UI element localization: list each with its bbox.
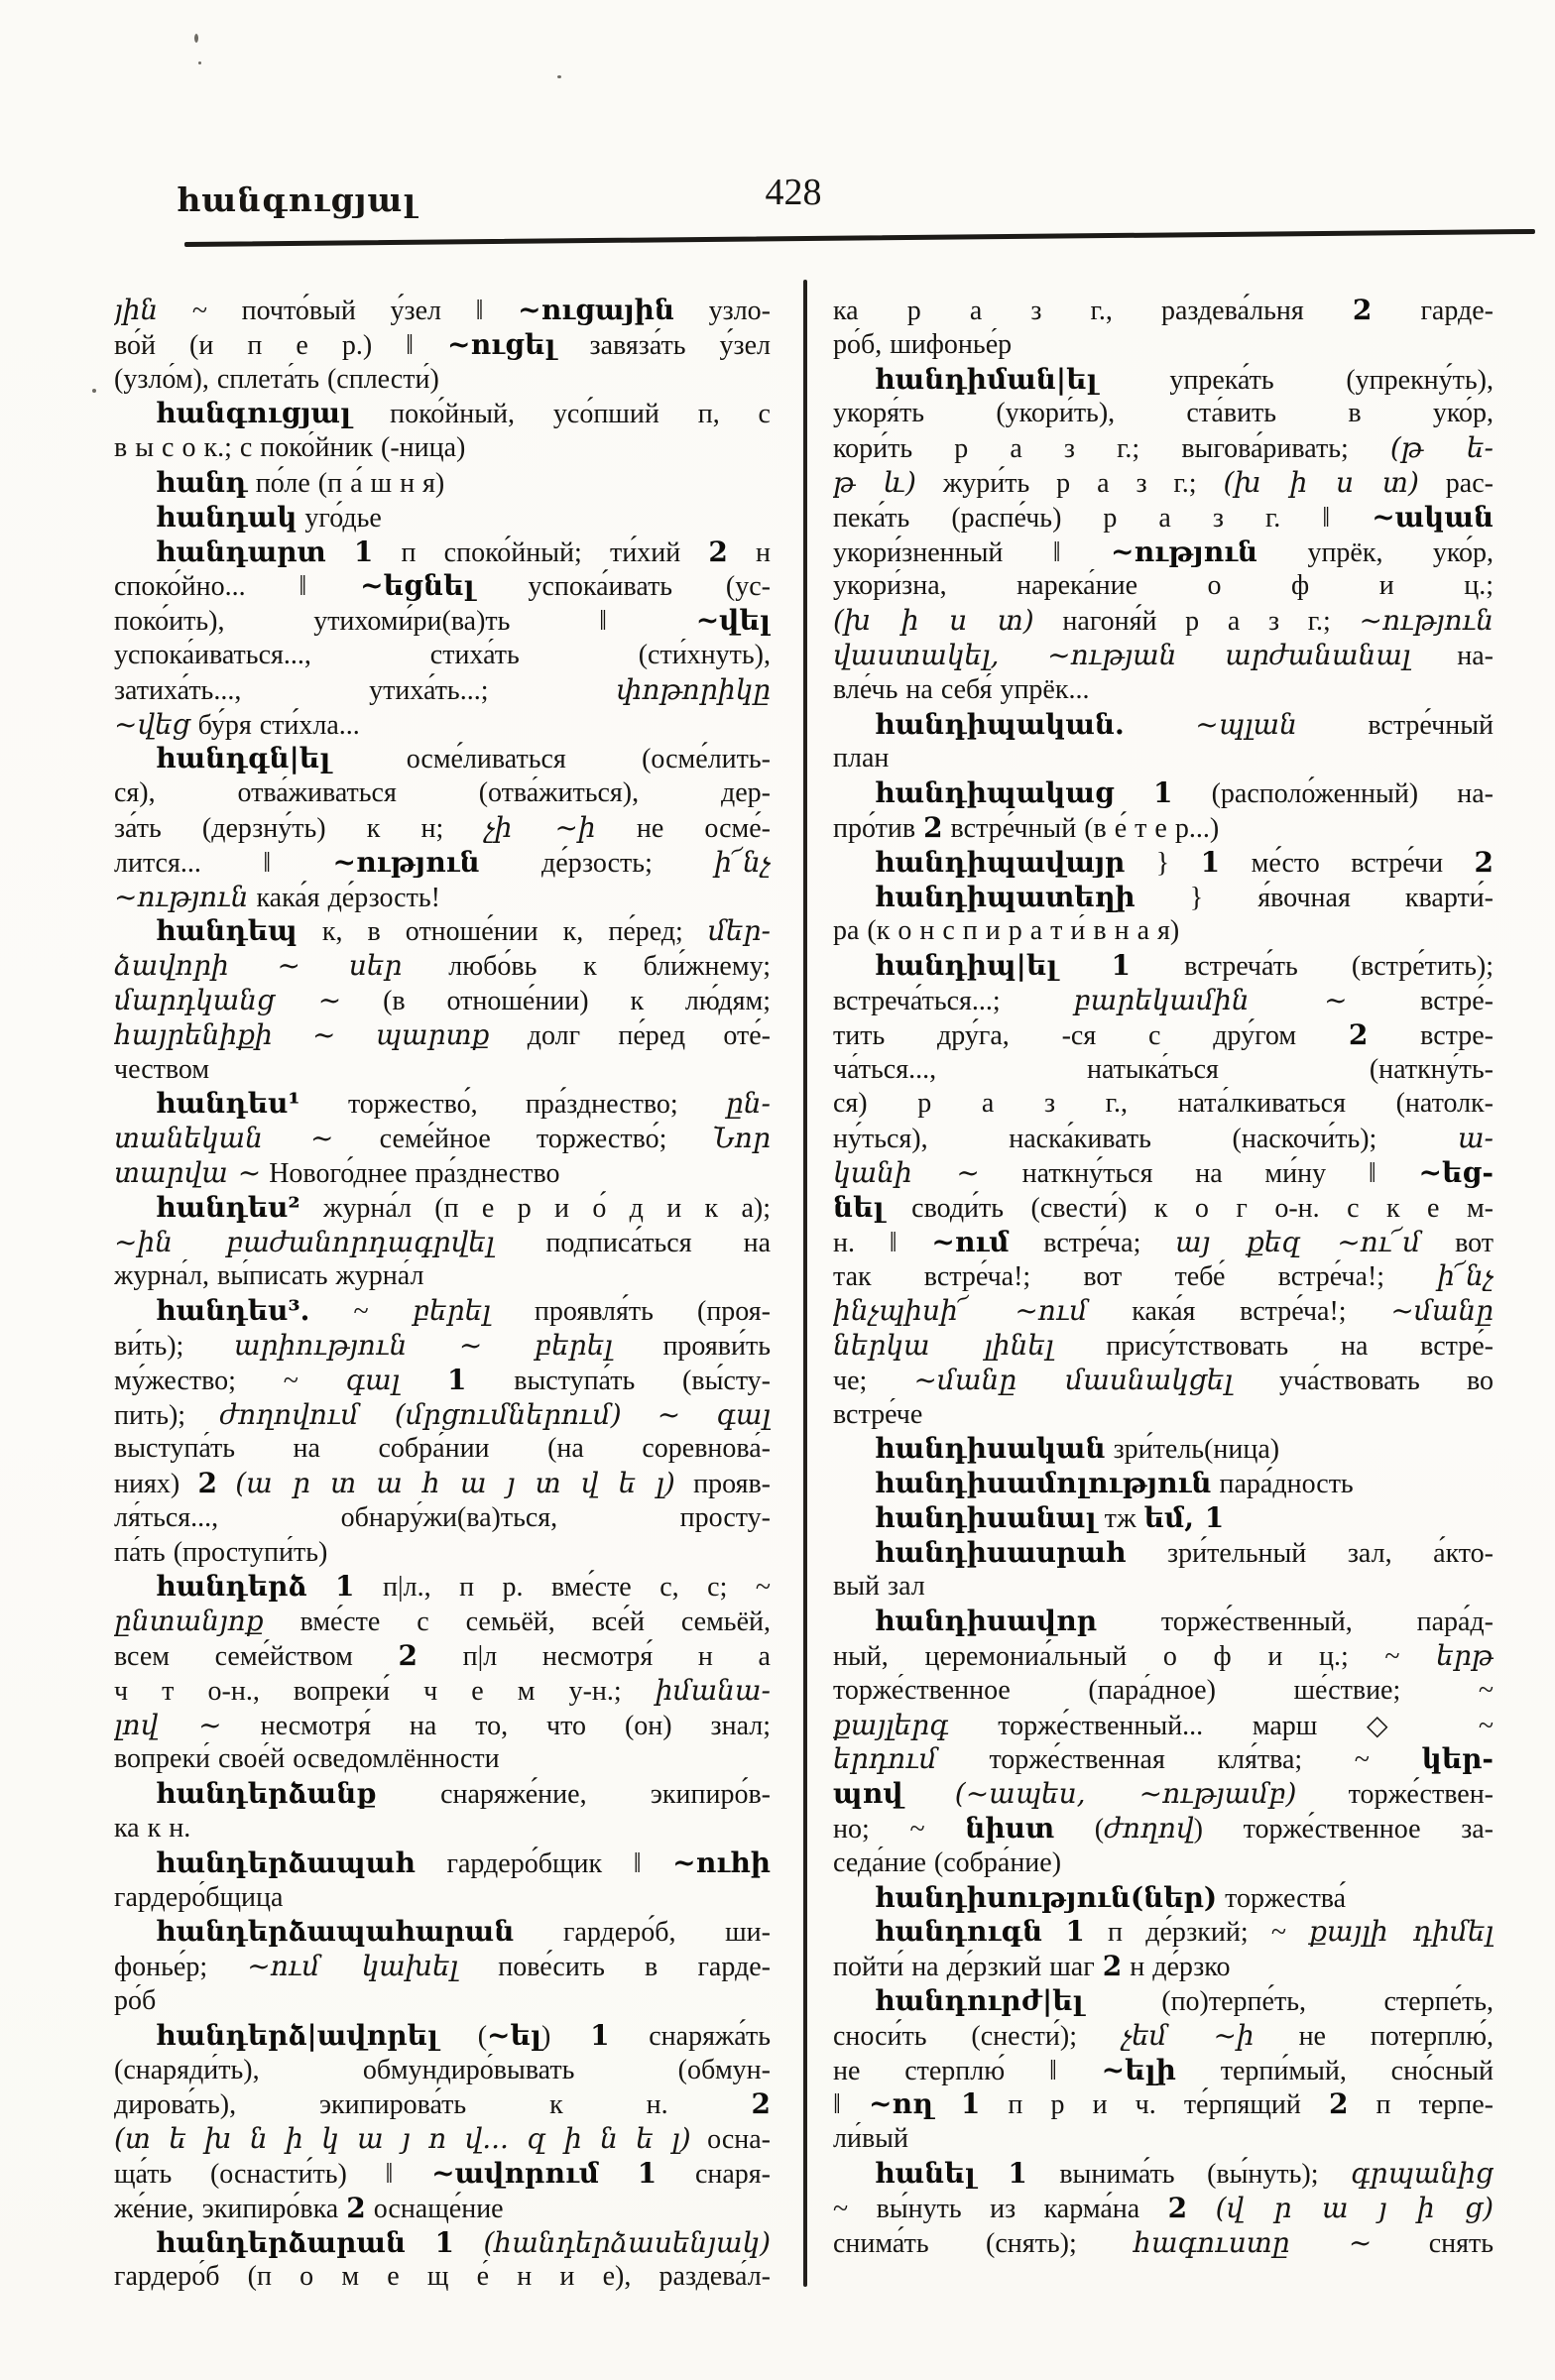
dictionary-line: ча́ться..., натыка́ться (наткну́ть- bbox=[833, 1053, 1494, 1085]
dictionary-line: հանդիսություն(ներ) торжества́ bbox=[875, 1880, 1347, 1914]
dictionary-line: вопреки́ свое́й осведомлённости bbox=[114, 1743, 500, 1775]
dictionary-line: ся), отва́живаться (отва́житься), дер- bbox=[114, 777, 771, 809]
dictionary-line: па́ть (проступи́ть) bbox=[114, 1536, 328, 1568]
dictionary-line: հանդիսասրահ зри́тельный зал, а́кто- bbox=[875, 1535, 1494, 1569]
dictionary-line: так встре́ча!; вот тебе́ встре́ча!; ի՜նչ bbox=[833, 1259, 1494, 1293]
dictionary-line: յին ~ почто́вый у́зел ‖ ~ուցային узло- bbox=[114, 294, 771, 326]
dictionary-line: чеством bbox=[114, 1053, 210, 1085]
dictionary-line: за́ть (дерзну́ть) к н; չի ~ի не осме́- bbox=[114, 810, 771, 844]
dictionary-line: пойти́ на де́рзкий шаг 2 н де́рзко bbox=[833, 1950, 1231, 1983]
dictionary-line: հանդակ уго́дье bbox=[156, 500, 382, 534]
dictionary-line: վաստակել, ~ության արժանանալ на- bbox=[833, 638, 1494, 671]
dictionary-line: гардеро́б (п о м е щ е́ н и е), раздева́л- bbox=[114, 2261, 771, 2293]
dictionary-line: հանդիսանալ тж եմ, 1 bbox=[875, 1500, 1225, 1534]
dictionary-line: гардеро́бщица bbox=[114, 1881, 284, 1913]
dictionary-line: հանդերձապահ гардеро́бщик ‖ ~ուհի bbox=[156, 1845, 771, 1879]
dictionary-line: му́жество; ~ գալ 1 выступа́ть (вы́сту- bbox=[114, 1363, 771, 1396]
dictionary-line: ~ություն кака́я де́рзость! bbox=[114, 880, 440, 913]
page-number: 428 bbox=[765, 172, 822, 213]
dictionary-line: հանդիպավայր } 1 ме́сто встре́чи 2 bbox=[875, 845, 1494, 879]
dictionary-line: հանդիսական зри́тель(ница) bbox=[875, 1432, 1280, 1466]
dictionary-line: встре́че bbox=[833, 1398, 923, 1430]
dictionary-line: во́й (и п е р.) ‖ ~ուցել завяза́ть у́зел bbox=[114, 327, 771, 361]
dictionary-line: н. ‖ ~ում встре́ча; այ քեզ ~ու՜մ вот bbox=[833, 1225, 1494, 1258]
dictionary-line: всем семе́йством 2 п|л несмотря́ н а bbox=[114, 1639, 771, 1673]
dictionary-line: про́тив 2 встре́чный (в е́ т е р...) bbox=[833, 810, 1220, 844]
dictionary-line: в ы с о к.; с поко́йник (-ница) bbox=[114, 432, 466, 464]
dictionary-line: затиха́ть..., утиха́ть...; փոթորիկը bbox=[114, 672, 771, 706]
dictionary-line: հանդիման|ել упрека́ть (упрекну́ть), bbox=[875, 362, 1494, 396]
dictionary-line: լով ~ несмотря́ на то, что (он) знал; bbox=[114, 1708, 771, 1741]
dictionary-line: ный, церемониа́льный о ф и ц.; ~ երթ bbox=[833, 1639, 1494, 1673]
dictionary-line: встреча́ться...; բարեկամին ~ встре́- bbox=[833, 983, 1494, 1016]
right-column bbox=[833, 294, 1494, 2260]
dictionary-line: пека́ть (распе́чь) р а з г. ‖ ~ական bbox=[833, 500, 1494, 534]
dictionary-line: հանել 1 вынима́ть (вы́нуть); գրպանից bbox=[875, 2157, 1494, 2191]
dictionary-line: но; ~ նիստ (ժողով) торже́ственное за- bbox=[833, 1812, 1494, 1845]
dictionary-line: (узло́м), сплета́ть (сплести́) bbox=[114, 363, 439, 395]
dictionary-line: ~ին բաժանորդագրվել подписа́ться на bbox=[114, 1225, 771, 1258]
dictionary-line: հանդերձարան 1 (հանդերձասենյակ) bbox=[156, 2225, 771, 2259]
header-rule bbox=[184, 229, 1535, 247]
dictionary-line: հանդես¹ торжество́, пра́зднество; ըն- bbox=[156, 1087, 771, 1121]
dictionary-line: ձավորի ~ սեր любо́вь к бли́жнему; bbox=[114, 949, 771, 983]
dictionary-line: не стерплю́ ‖ ~ելի терпи́мый, сно́сный bbox=[833, 2053, 1494, 2086]
dictionary-line: ~ вы́нуть из карма́на 2 (վ ր ա յ ի ց) bbox=[833, 2191, 1494, 2224]
dictionary-line: հանդեպ к, в отноше́нии к, пе́ред; մեր- bbox=[156, 914, 771, 948]
scan-speck bbox=[198, 61, 201, 64]
dictionary-line: հանդարտ 1 п споко́йный; ти́хий 2 н bbox=[156, 535, 771, 568]
dictionary-line: успока́иваться..., стиха́ть (сти́хнуть), bbox=[114, 639, 771, 670]
header-guide-word: հանգուցյալ bbox=[177, 180, 418, 219]
column-divider bbox=[803, 280, 807, 2287]
dictionary-line: план bbox=[833, 743, 890, 774]
dictionary-line: մարդկանց ~ (в отноше́нии) к лю́дям; bbox=[114, 983, 771, 1016]
dictionary-line: ра (к о н с п и р а т и́ в н а я) bbox=[833, 915, 1180, 947]
dictionary-line: հանդիսավոր торже́ственный, пара́д- bbox=[875, 1605, 1494, 1638]
scan-speck bbox=[92, 389, 96, 393]
dictionary-line: снима́ть (снять); հագուստը ~ снять bbox=[833, 2225, 1494, 2259]
dictionary-line: ля́ться..., обнару́жи(ва)ться, просту- bbox=[114, 1501, 771, 1533]
dictionary-line: հանդուրժ|ել (по)терпе́ть, стерпе́ть, bbox=[875, 1984, 1494, 2018]
dictionary-line: вле́чь на себя́ упрёк... bbox=[833, 673, 1090, 705]
dictionary-line: ‖ ~ող 1 п р и ч. те́рпящий 2 п терпе- bbox=[833, 2087, 1494, 2121]
dictionary-line: укоря́ть (укори́ть), ста́вить в уко́р, bbox=[833, 398, 1494, 429]
scan-speck bbox=[557, 75, 561, 78]
dictionary-line: укори́зненный ‖ ~ություն упрёк, уко́р, bbox=[833, 535, 1494, 568]
dictionary-line: քայլերգ торже́ственный... марш ◇ ~ bbox=[833, 1708, 1494, 1741]
dictionary-line: պով (~ապես, ~ությամբ) торже́ствен- bbox=[833, 1777, 1494, 1811]
dictionary-line: հանդիպատեղի } я́вочная кварти́- bbox=[875, 880, 1494, 913]
dictionary-line: ընտանյոք вме́сте с семьёй, все́й семьёй, bbox=[114, 1605, 771, 1638]
dictionary-line: տարվա ~ Нового́днее пра́зднество bbox=[114, 1155, 560, 1189]
dictionary-line: поко́ить), утихоми́ри(ва)ть ‖ ~վել bbox=[114, 604, 771, 638]
dictionary-line: вый зал bbox=[833, 1571, 925, 1603]
dictionary-line: ро́б, шифонье́р bbox=[833, 328, 1013, 360]
dictionary-line: կանի ~ наткну́ться на ми́ну ‖ ~եց- bbox=[833, 1155, 1494, 1189]
dictionary-line: հանդիպ|ել 1 встреча́ть (встре́тить); bbox=[875, 949, 1494, 983]
dictionary-line: հանդերձ 1 п|л., п р. вме́сте с, с; ~ bbox=[156, 1570, 771, 1604]
dictionary-line: (տ ե խ ն ի կ ա յ ո վ... զ ի ն ե լ) осна- bbox=[114, 2122, 771, 2156]
dictionary-line: тить дру́га, -ся с дру́гом 2 встре- bbox=[833, 1017, 1494, 1051]
dictionary-line: ли́вый bbox=[833, 2123, 908, 2155]
dictionary-line: հանդգն|ել осме́ливаться (осме́лить- bbox=[156, 742, 771, 775]
dictionary-line: ~վեց бу́ря сти́хла... bbox=[114, 707, 360, 741]
dictionary-line: укори́зна, нарека́ние о ф и ц.; bbox=[833, 570, 1494, 602]
dictionary-line: հանդես² журна́л (п е р и о́ д и к а); bbox=[156, 1190, 771, 1224]
dictionary-line: фонье́р; ~ում կախել пове́сить в гарде- bbox=[114, 1950, 771, 1983]
dictionary-line: торже́ственное (пара́дное) ше́ствие; ~ bbox=[833, 1674, 1494, 1706]
dictionary-line: лится... ‖ ~ություն де́рзость; ի՜նչ bbox=[114, 845, 771, 879]
dictionary-line: седа́ние (собра́ние) bbox=[833, 1846, 1062, 1878]
left-column bbox=[114, 294, 771, 2295]
dictionary-line: ка к н. bbox=[114, 1813, 191, 1844]
dictionary-line: же́ние, экипиро́вка 2 оснаще́ние bbox=[114, 2191, 504, 2224]
dictionary-line: հանդես³. ~ բերել проявля́ть (проя- bbox=[156, 1294, 771, 1328]
dictionary-line: հանդ по́ле (п а́ ш н я) bbox=[156, 465, 445, 499]
dictionary-line: հանդիպական. ~պլան встре́чный bbox=[875, 707, 1494, 741]
dictionary-line: տանեկան ~ семе́йное торжество́; Նոր bbox=[114, 1122, 771, 1155]
dictionary-line: հանդուգն 1 п де́рзкий; ~ քայլի դիմել bbox=[875, 1915, 1494, 1949]
dictionary-line: споко́йно... ‖ ~եցնել успока́ивать (ус- bbox=[114, 569, 771, 603]
dictionary-line: ինչպիսի՜ ~ում кака́я встре́ча!; ~մանը bbox=[833, 1294, 1494, 1328]
dictionary-line: հանդիսամոլություն пара́дность bbox=[875, 1467, 1354, 1500]
scan-speck bbox=[194, 34, 198, 43]
dictionary-line: ниях) 2 (ա ր տ ա հ ա յ տ վ ե լ) прояв- bbox=[114, 1467, 771, 1500]
dictionary-line: пить); ժողովում (մրցումներում) ~ գալ bbox=[114, 1397, 771, 1431]
dictionary-line: сноси́ть (снести́); չեմ ~ի не потерплю́, bbox=[833, 2018, 1494, 2052]
dictionary-line: ща́ть (оснасти́ть) ‖ ~ավորում 1 снаря- bbox=[114, 2157, 771, 2191]
dictionary-line: че; ~մանը մասնակցել уча́ствовать во bbox=[833, 1363, 1494, 1396]
dictionary-line: ка р а з г., раздева́льня 2 гарде- bbox=[833, 294, 1494, 326]
dictionary-line: նել своди́ть (свести́) к о г о-н. с к е м- bbox=[833, 1190, 1494, 1224]
dictionary-line: հանդերձապահարան гардеро́б, ши- bbox=[156, 1915, 771, 1949]
dictionary-line: հանդիպակաց 1 (располо́женный) на- bbox=[875, 776, 1494, 810]
dictionary-line: (խ ի ս տ) нагоня́й р а з г.; ~ություն bbox=[833, 604, 1494, 638]
dictionary-line: (снаряди́ть), обмундиро́вывать (обмун- bbox=[114, 2054, 771, 2085]
dictionary-line: ну́ться), наска́кивать (наскочи́ть); ա- bbox=[833, 1122, 1494, 1155]
dictionary-line: ви́ть); արիություն ~ բերել прояви́ть bbox=[114, 1328, 771, 1362]
dictionary-line: дирова́ть), экипирова́ть к н. 2 bbox=[114, 2087, 771, 2121]
dictionary-line: հանդերձանք снаряже́ние, экипиро́в- bbox=[156, 1777, 771, 1811]
dictionary-line: ч т о-н., вопреки́ ч е м у-н.; իմանա- bbox=[114, 1673, 771, 1707]
dictionary-line: ներկա լինել прису́тствовать на встре́- bbox=[833, 1328, 1494, 1362]
dictionary-line: հայրենիքի ~ պարտք долг пе́ред оте́- bbox=[114, 1017, 771, 1051]
dictionary-line: թ և) жури́ть р а з г.; (խ ի ս տ) рас- bbox=[833, 465, 1494, 499]
dictionary-line: ро́б bbox=[114, 1985, 157, 2017]
dictionary-line: журна́л, вы́писать журна́л bbox=[114, 1260, 424, 1292]
dictionary-line: հանգուցյալ поко́йный, усо́пший п, с bbox=[156, 397, 771, 430]
dictionary-line: ся) р а з г., ната́лкиваться (натолк- bbox=[833, 1088, 1494, 1120]
dictionary-line: երդում торже́ственная кля́тва; ~ կեր- bbox=[833, 1742, 1494, 1776]
dictionary-line: выступа́ть на собра́нии (на соревнова́- bbox=[114, 1433, 771, 1465]
dictionary-line: кори́ть р а з г.; выгова́ривать; (թ ե- bbox=[833, 431, 1494, 465]
dictionary-line: հանդերձ|ավորել (~ել) 1 снаряжа́ть bbox=[156, 2018, 771, 2052]
